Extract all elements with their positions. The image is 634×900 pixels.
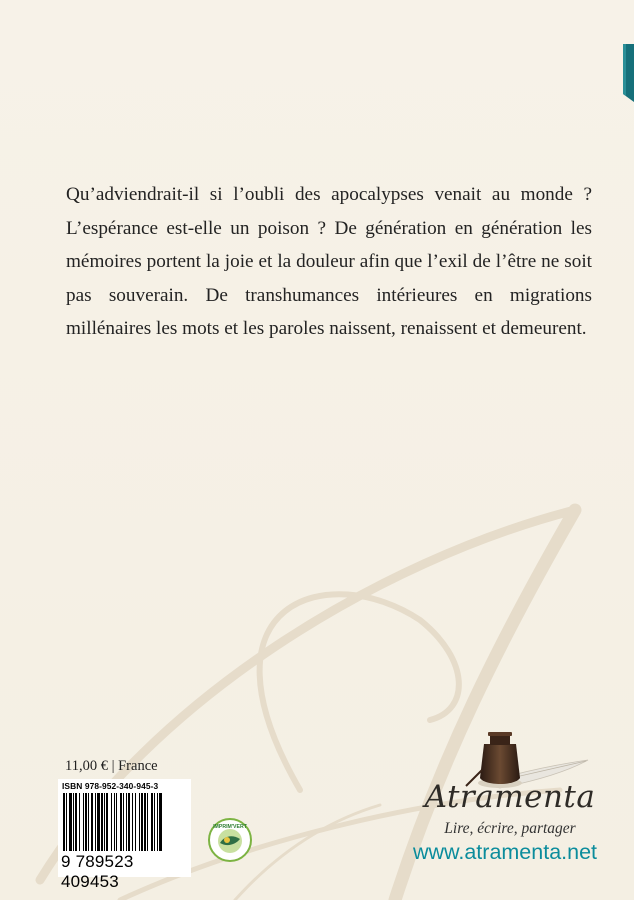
barcode-bar xyxy=(154,793,155,851)
barcode-bar xyxy=(111,793,112,851)
barcode-bars xyxy=(58,793,191,853)
barcode-bar xyxy=(141,793,143,851)
publisher-tagline: Lire, écrire, partager xyxy=(444,820,576,837)
imprim-vert-logo-icon xyxy=(207,817,253,863)
barcode-bar xyxy=(69,793,72,851)
barcode-bar xyxy=(73,793,74,851)
price-label: 11,00 € | France xyxy=(65,758,158,774)
barcode-bar xyxy=(123,793,124,851)
barcode-bar xyxy=(144,793,146,851)
publisher-name: Atramenta xyxy=(424,779,596,815)
barcode-bar xyxy=(147,793,148,851)
badge-label: IMPRIM'VERT xyxy=(213,824,247,830)
barcode-bar xyxy=(132,793,133,851)
barcode-bar xyxy=(114,793,115,851)
barcode-bar xyxy=(126,793,127,851)
teal-bookmark-tab xyxy=(620,44,634,102)
barcode-bar xyxy=(151,793,153,851)
barcode-bar xyxy=(157,793,158,851)
barcode-bar xyxy=(101,793,103,851)
barcode-bar xyxy=(97,793,100,851)
barcode-digits: 9 789523 409453 xyxy=(61,852,134,891)
barcode-bar xyxy=(91,793,93,851)
barcode-bar xyxy=(85,793,87,851)
barcode-bar xyxy=(63,793,65,851)
barcode-bar xyxy=(135,793,136,851)
barcode-bar xyxy=(66,793,67,851)
isbn-label: ISBN 978-952-340-945-3 xyxy=(62,781,159,791)
barcode-bar xyxy=(128,793,130,851)
barcode-bar xyxy=(79,793,80,851)
isbn-barcode xyxy=(58,779,191,891)
barcode-bar xyxy=(120,793,122,851)
barcode-bar xyxy=(95,793,96,851)
barcode-bar xyxy=(104,793,105,851)
back-cover-blurb xyxy=(66,178,592,346)
barcode-bar xyxy=(159,793,162,851)
publisher-url[interactable]: www.atramenta.net xyxy=(412,840,598,864)
barcode-bar xyxy=(88,793,89,851)
blurb-paragraph: Qu’adviendrait-il si l’oubli des apocalypses venait au monde ? L’espérance est-elle un poison ? De génération en génération les mémoires portent la joie et la douleur afin que l’exil de l’être ne soit pas souverain. De transhumances intérieures en migrations millénaires les mots et les paroles naissent, renaissent et demeurent. xyxy=(66,184,592,339)
barcode-bar xyxy=(106,793,108,851)
barcode-bar xyxy=(75,793,77,851)
barcode-bar xyxy=(116,793,117,851)
barcode-bar xyxy=(139,793,140,851)
barcode-bar xyxy=(83,793,84,851)
